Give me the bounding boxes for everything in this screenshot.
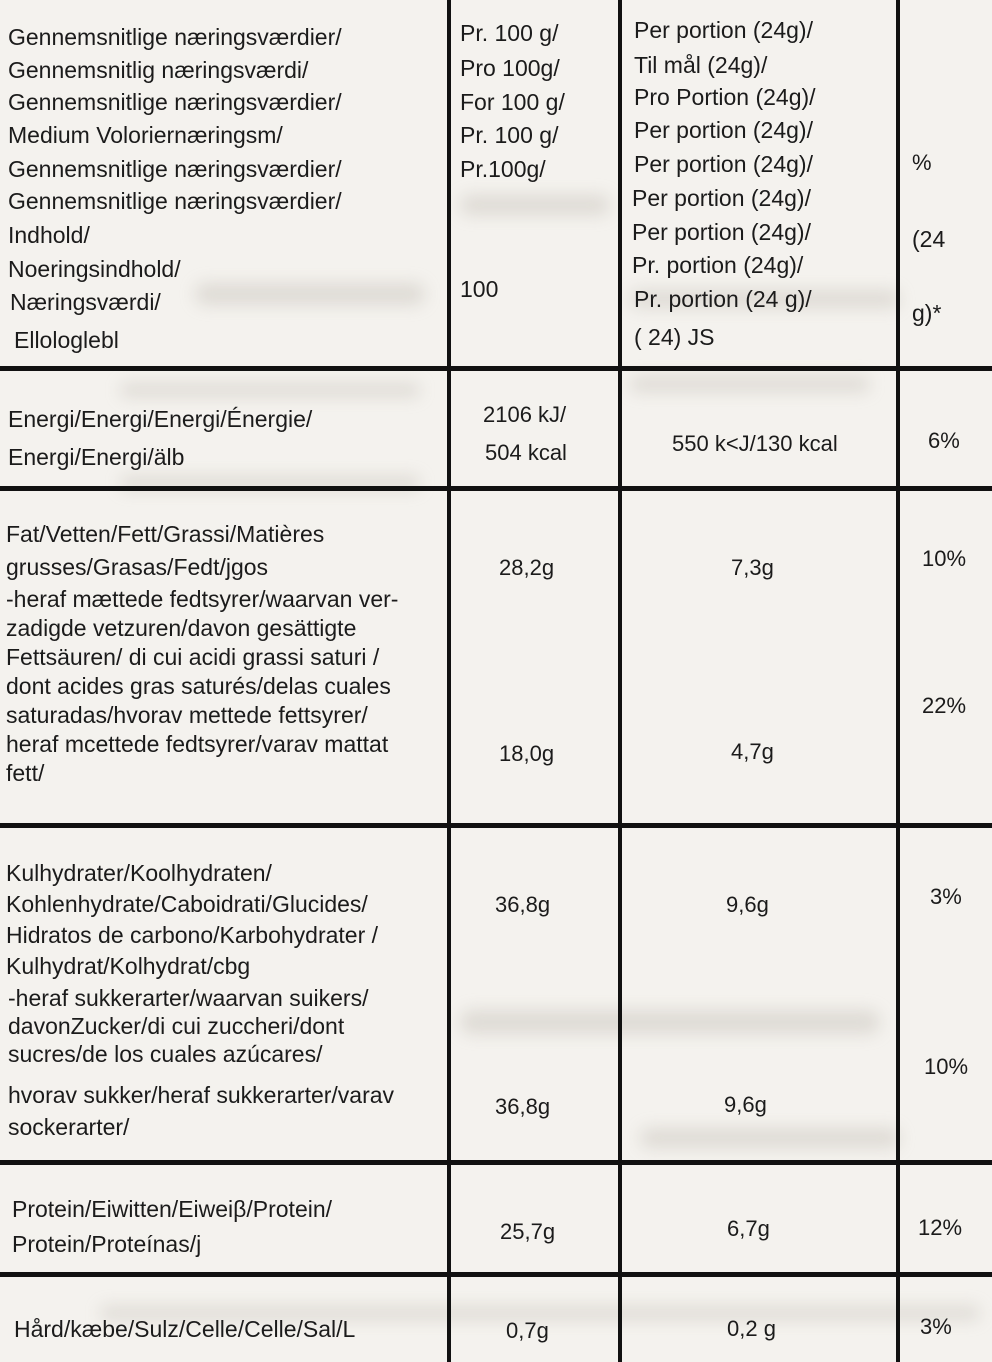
header-name-line: Gennemsnitlige næringsværdier/ xyxy=(8,89,342,115)
protein-portion-value: 6,7g xyxy=(727,1216,770,1241)
carbs-name-line: hvorav sukker/heraf sukkerarter/varav xyxy=(8,1082,395,1108)
carbs-name-line: sockerarter/ xyxy=(8,1114,130,1140)
fat-name-line: Fettsäuren/ di cui acidi grassi saturi / xyxy=(6,644,380,670)
fat-name-line: grusses/Grasas/Fedt/jgos xyxy=(6,554,269,580)
header-per100-line: Pro 100g/ xyxy=(460,55,560,81)
header-name-line: Næringsværdi/ xyxy=(10,289,161,315)
protein-per100-value: 25,7g xyxy=(500,1219,556,1244)
header-per100-line: Pr. 100 g/ xyxy=(460,122,559,148)
header-per100-line: 100 xyxy=(460,276,499,302)
carbs-name-line: davonZucker/di cui zuccheri/dont xyxy=(8,1013,345,1039)
header-portion-line: Pr. portion (24g)/ xyxy=(632,252,804,278)
salt-per100-value: 0,7g xyxy=(506,1318,549,1343)
header-ri-line: (24 xyxy=(912,226,946,252)
fat-name-line: -heraf mættede fedtsyrer/waarvan ver- xyxy=(6,586,399,612)
sugars-per100-value: 36,8g xyxy=(495,1094,551,1119)
carbs-ri-value: 3% xyxy=(930,884,962,909)
header-per100-line: Pr.100g/ xyxy=(460,156,546,182)
row-divider xyxy=(0,1272,992,1277)
column-divider xyxy=(896,0,900,1362)
fat-name-line: Fat/Vetten/Fett/Grassi/Matières xyxy=(6,521,325,547)
energy-portion-value: 550 k<J/130 kcal xyxy=(672,431,838,456)
fat-name-line: dont acides gras saturés/delas cuales xyxy=(6,673,391,699)
header-per100-line: For 100 g/ xyxy=(460,89,565,115)
protein-ri-value: 12% xyxy=(918,1215,963,1240)
energy-ri-value: 6% xyxy=(928,428,960,453)
header-portion-line: Per portion (24g)/ xyxy=(634,117,813,143)
fat-name-line: saturadas/hvorav mettede fettsyrer/ xyxy=(6,702,368,728)
energy-per100-value: 504 kcal xyxy=(485,440,567,465)
fat-name-line: heraf mcettede fedtsyrer/varav mattat xyxy=(6,731,389,757)
blur-smudge xyxy=(460,195,610,215)
carbs-per100-value: 36,8g xyxy=(495,892,551,917)
blur-smudge xyxy=(195,283,425,305)
row-divider xyxy=(0,823,992,828)
salt-portion-value: 0,2 g xyxy=(727,1316,776,1341)
header-name-line: Indhold/ xyxy=(8,222,90,248)
protein-name-line: Protein/Proteínas/j xyxy=(12,1231,202,1257)
energy-per100-value: 2106 kJ/ xyxy=(483,402,567,427)
column-divider xyxy=(447,0,451,1362)
column-divider xyxy=(618,0,622,1362)
header-name-line: Gennemsnitlige næringsværdier/ xyxy=(8,188,342,214)
header-portion-line: Pr. portion (24 g)/ xyxy=(634,286,812,312)
header-portion-line: ( 24) JS xyxy=(634,324,715,350)
row-divider xyxy=(0,486,992,491)
carbs-name-line: Kulhydrat/Kolhydrat/cbg xyxy=(6,953,251,979)
sugars-ri-value: 10% xyxy=(924,1054,969,1079)
salt-ri-value: 3% xyxy=(920,1314,952,1339)
header-per100-line: Pr. 100 g/ xyxy=(460,20,559,46)
row-divider xyxy=(0,366,992,371)
fat-name-line: zadigde vetzuren/davon gesättigte xyxy=(6,615,357,641)
header-portion-line: Per portion (24g)/ xyxy=(634,151,813,177)
header-portion-line: Per portion (24g)/ xyxy=(632,185,811,211)
fat-name-line: fett/ xyxy=(6,760,45,786)
blur-smudge xyxy=(120,383,420,397)
energy-name-line: Energi/Energi/älb xyxy=(8,444,185,470)
saturates-ri-value: 22% xyxy=(922,693,967,718)
carbs-name-line: Kulhydrater/Koolhydraten/ xyxy=(6,860,272,886)
saturates-per100-value: 18,0g xyxy=(499,741,555,766)
header-name-line: Noeringsindhold/ xyxy=(8,256,181,282)
header-portion-line: Til mål (24g)/ xyxy=(634,52,768,78)
header-portion-line: Per portion (24g)/ xyxy=(634,17,813,43)
carbs-name-line: Kohlenhydrate/Caboidrati/Glucides/ xyxy=(6,891,368,917)
header-name-line: Gennemsnitlige næringsværdier/ xyxy=(8,156,342,182)
carbs-name-line: Hidratos de carbono/Karbohydrater / xyxy=(6,922,379,948)
sugars-portion-value: 9,6g xyxy=(724,1092,767,1117)
blur-smudge xyxy=(460,1010,880,1034)
protein-name-line: Protein/Eiwitten/Eiweiβ/Protein/ xyxy=(12,1196,333,1222)
row-divider xyxy=(0,1160,992,1165)
header-portion-line: Pro Portion (24g)/ xyxy=(634,84,816,110)
header-ri-line: g)* xyxy=(912,300,942,326)
carbs-portion-value: 9,6g xyxy=(726,892,769,917)
header-name-line: Gennemsnitlige næringsværdier/ xyxy=(8,24,342,50)
saturates-portion-value: 4,7g xyxy=(731,739,774,764)
header-name-line: Medium Voloriernæringsm/ xyxy=(8,122,283,148)
blur-smudge xyxy=(640,1128,900,1148)
header-name-line: Ellologlebl xyxy=(14,327,119,353)
blur-smudge xyxy=(630,376,870,392)
header-portion-line: Per portion (24g)/ xyxy=(632,219,811,245)
fat-ri-value: 10% xyxy=(922,546,967,571)
header-ri-line: % xyxy=(912,150,932,175)
energy-name-line: Energi/Energi/Energi/Énergie/ xyxy=(8,406,313,432)
salt-name: Hård/kæbe/Sulz/Celle/Celle/Sal/L xyxy=(14,1316,356,1342)
fat-per100-value: 28,2g xyxy=(499,555,555,580)
header-name-line: Gennemsnitlig næringsværdi/ xyxy=(8,57,309,83)
fat-portion-value: 7,3g xyxy=(731,555,774,580)
carbs-name-line: -heraf sukkerarter/waarvan suikers/ xyxy=(8,985,369,1011)
carbs-name-line: sucres/de los cuales azúcares/ xyxy=(8,1041,323,1067)
